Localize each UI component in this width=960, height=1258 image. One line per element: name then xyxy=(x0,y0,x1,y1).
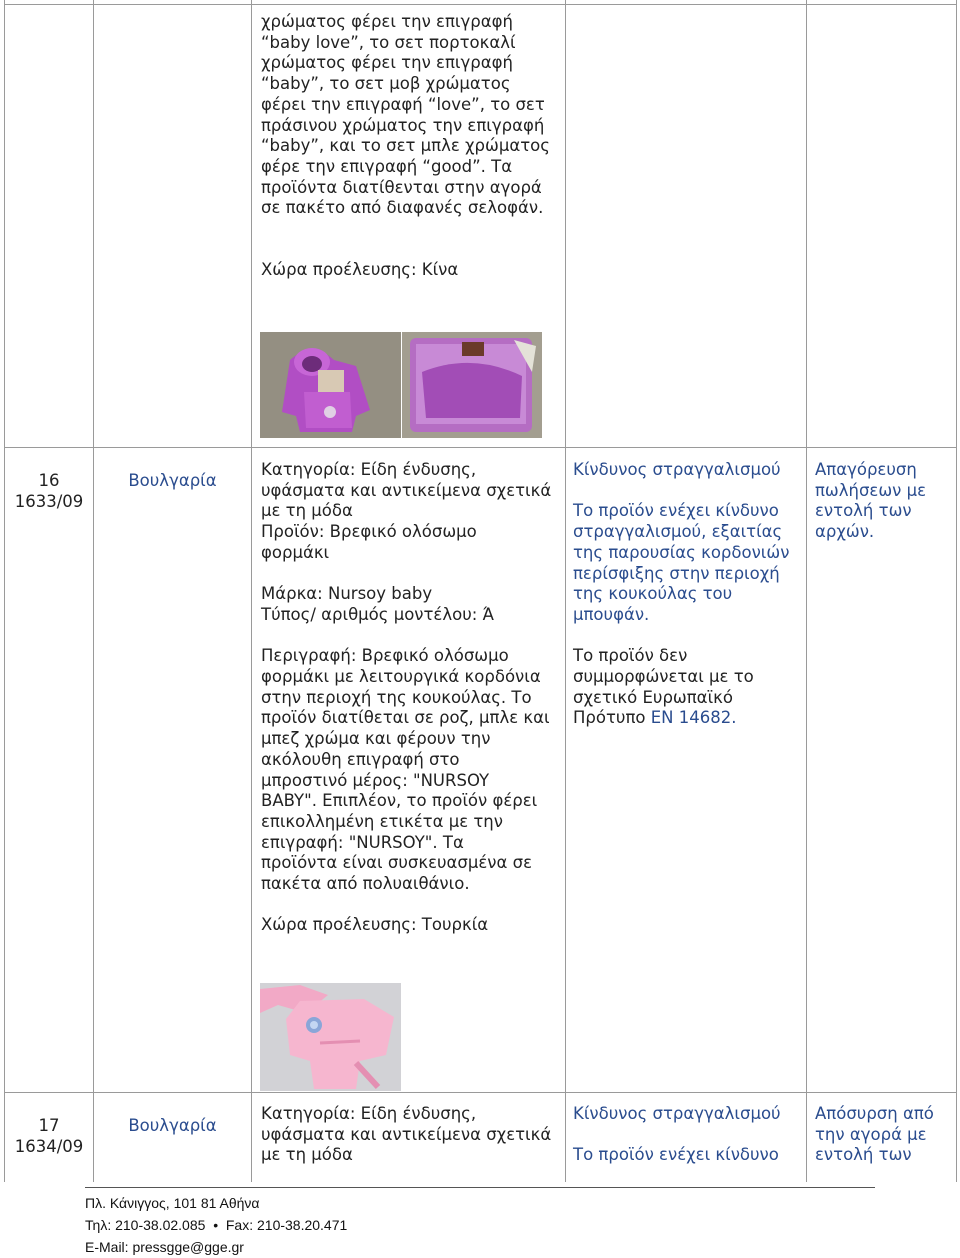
footer-bullet: • xyxy=(213,1217,219,1233)
footer-address: Πλ. Κάνιγγος, 101 81 Αθήνα xyxy=(85,1195,260,1211)
col-divider-1 xyxy=(93,0,94,1182)
row16-description: Περιγραφή: Βρεφικό ολόσωμο φορμάκι με λειτουργικά κορδόνια στην περιοχή της κουκούλας. Το προϊόν διατίθεται σε ροζ, μπλε και μπεζ χρώμα και φέρουν την ακόλουθη επιγραφή στο μπροστινό μέρος: "NURSOY BABY". Επιπλέον, το προϊόν φέρει επικολλημένη ετικέτα με την επιγραφή: "NURSOY". Τα προϊόντα είναι συσκευασμένα σε πακέτα από πολυαιθάνιο. xyxy=(261,646,550,894)
row16-origin: Χώρα προέλευσης: Τουρκία xyxy=(261,915,489,935)
col-divider-4 xyxy=(806,0,807,1182)
row16-ref: 1633/09 xyxy=(14,491,84,511)
row17-risk xyxy=(573,1104,803,1166)
row17-number: 17 xyxy=(38,1116,60,1135)
prev-description xyxy=(261,12,561,281)
footer-phone: Τηλ: 210-38.02.085 xyxy=(85,1217,206,1233)
row16-number: 16 xyxy=(38,471,60,490)
row16-measure-text: Απαγόρευση πωλήσεων με εντολή των αρχών. xyxy=(815,460,927,542)
row17-category: Κατηγορία: Είδη ένδυσης, υφάσματα και αντικείμενα σχετικά με τη μόδα xyxy=(261,1104,552,1165)
row16-product: Προϊόν: Βρεφικό ολόσωμο φορμάκι xyxy=(261,522,477,562)
row16-risk-title: Κίνδυνος στραγγαλισμού xyxy=(573,460,781,479)
row17-country: Βουλγαρία xyxy=(128,1116,217,1135)
col-divider-2 xyxy=(251,0,252,1182)
prev-description-text: χρώματος φέρει την επιγραφή “baby love”, το σετ πορτοκαλί χρώματος φέρει την επιγραφή “baby”, το σετ μοβ χρώματος φέρει την επιγραφή “love”, το σετ πράσινου χρώματος την επιγραφή “baby”, και το σετ μπλε χρώματος φέρε την επιγραφή “good”. Τα προϊόντα διατίθενται στην αγορά σε πακέτο από διαφανές σελοφάν. xyxy=(261,12,550,218)
packaged-purple-suit-photo xyxy=(402,332,542,438)
row17-measure-text: Απόσυρση από την αγορά με εντολή των xyxy=(815,1104,934,1165)
row16-country: Βουλγαρία xyxy=(128,471,217,490)
row16-model: Τύπος/ αριθμός μοντέλου: Ά xyxy=(261,604,494,624)
prev-origin: Χώρα προέλευσης: Κίνα xyxy=(261,260,459,280)
row16-risk-text: Το προϊόν ενέχει κίνδυνο στραγγαλισμού, εξαιτίας της παρουσίας κορδονιών περίσφιξης στην περιοχή της κουκούλας του μπουφάν. xyxy=(573,501,790,624)
footer-contact xyxy=(85,1214,347,1236)
table-border-top xyxy=(4,4,957,5)
footer-fax: Fax: 210-38.20.471 xyxy=(225,1217,348,1233)
table-border-right xyxy=(956,0,957,1182)
row17-risk-title: Κίνδυνος στραγγαλισμού xyxy=(573,1104,781,1123)
row17-number-cell xyxy=(5,1116,93,1157)
row16-category: Κατηγορία: Είδη ένδυσης, υφάσματα και αντικείμενα σχετικά με τη μόδα xyxy=(261,460,552,521)
footer-email[interactable]: E-Mail: pressgge@gge.gr xyxy=(85,1239,244,1255)
row-divider-16 xyxy=(4,447,957,448)
row16-details xyxy=(261,460,561,936)
footer xyxy=(85,1192,347,1258)
row16-risk xyxy=(573,460,803,729)
pink-snowsuit-photo xyxy=(260,983,401,1091)
row-divider-17 xyxy=(4,1092,957,1093)
col-divider-3 xyxy=(565,0,566,1182)
table-border-left xyxy=(4,0,5,1182)
row17-ref: 1634/09 xyxy=(14,1136,84,1156)
row17-details xyxy=(261,1104,561,1166)
row17-risk-text: Το προϊόν ενέχει κίνδυνο xyxy=(573,1145,779,1165)
row16-compliance-text: Το προϊόν δεν συμμορφώνεται με το σχετικό Ευρωπαϊκό Πρότυπο xyxy=(573,646,754,728)
row16-measure xyxy=(815,460,955,543)
row17-measure xyxy=(815,1104,955,1166)
row16-compliance xyxy=(573,646,803,729)
footer-rule xyxy=(85,1187,875,1188)
row16-brand: Μάρκα: Nursoy baby xyxy=(261,584,433,604)
row16-number-cell xyxy=(5,471,93,512)
row16-standard: EN 14682. xyxy=(650,708,737,728)
purple-hooded-jacket-photo xyxy=(260,332,401,438)
